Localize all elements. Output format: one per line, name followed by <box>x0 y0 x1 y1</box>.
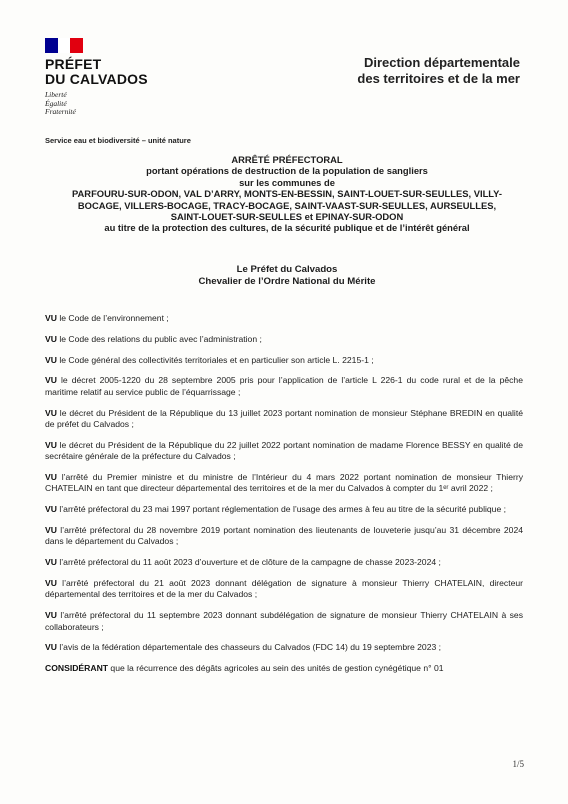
title-line4: PARFOURU-SUR-ODON, VAL D’ARRY, MONTS-EN-BESSIN, SAINT-LOUET-SUR-SEULLES, VILLY- <box>71 188 503 200</box>
item-text: que la récurrence des dégâts agricoles au sein des unités de gestion cynégétique n° 01 <box>108 663 444 674</box>
item-keyword: VU <box>45 375 57 386</box>
item-keyword: VU <box>45 578 57 588</box>
item-text: l’avis de la fédération départementale des chasseurs du Calvados (FDC 14) du 19 septembre 2023 ; <box>56 642 442 653</box>
list-item <box>45 578 526 601</box>
item-text: l’arrêté préfectoral du 21 août 2023 donnant délégation de signature à monsieur Thierry CHATELAIN, directeur départemental des territoires et de la mer du Calvados ; <box>45 578 526 600</box>
item-keyword: VU <box>45 610 57 621</box>
motto-fraternite: Fraternité <box>45 107 76 116</box>
title-line7: au titre de la protection des cultures, de la sécurité publique et de l’intérêt général <box>104 222 470 234</box>
title-line5: BOCAGE, VILLERS-BOCAGE, TRACY-BOCAGE, SAINT-VAAST-SUR-SEULLES, AURSEULLES, <box>77 199 497 211</box>
item-keyword: VU <box>45 472 57 482</box>
motto-egalite: Égalité <box>45 98 67 108</box>
item-text: l’arrêté préfectoral du 11 septembre 2023 donnant subdélégation de signature de monsieur Thierry CHATELAIN à ses collaborateurs ; <box>45 610 526 632</box>
item-text: le Code de l’environnement ; <box>56 313 169 323</box>
authority-line1: Le Préfet du Calvados <box>236 264 338 275</box>
item-text: l’arrêté du Premier ministre et du ministre de l’Intérieur du 4 mars 2022 portant nomination de monsieur Thierry CHATELAIN en tant que directeur départemental des territoires et de la mer du Calvados à compter du 1ᵉʳ avril 2022 ; <box>45 472 526 494</box>
service-label: Service eau et biodiversité – unité nature <box>45 136 191 145</box>
item-keyword: VU <box>45 313 57 323</box>
republic-motto <box>45 91 165 117</box>
considerations-list <box>45 313 526 684</box>
list-item <box>45 439 526 463</box>
item-keyword: VU <box>45 407 57 418</box>
title-line2: portant opérations de destruction de la population de sangliers <box>146 165 428 177</box>
directorate-line1: Direction départementale <box>363 55 520 70</box>
list-item <box>45 525 526 548</box>
title-line1: ARRÊTÉ PRÉFECTORAL <box>231 154 343 165</box>
issuing-directorate <box>357 55 520 87</box>
item-keyword: VU <box>45 525 57 535</box>
item-keyword: VU <box>45 557 57 568</box>
item-keyword: VU <box>45 333 57 344</box>
motto-liberte: Liberté <box>45 90 67 99</box>
prefecture-name <box>45 57 165 87</box>
list-item <box>45 663 523 674</box>
decree-title <box>40 154 534 234</box>
item-text: l’arrêté préfectoral du 23 mai 1997 portant réglementation de l’usage des armes à feu au titre de la sécurité publique ; <box>56 504 507 515</box>
list-item <box>45 610 526 633</box>
list-item <box>45 375 526 398</box>
list-item <box>45 313 523 324</box>
item-text: l’arrêté préfectoral du 11 août 2023 d’ouverture et de clôture de la campagne de chasse 2023-2024 ; <box>56 557 441 568</box>
prefecture-logo <box>45 38 165 117</box>
prefecture-name-line2: DU CALVADOS <box>45 71 148 87</box>
item-text: le Code général des collectivités territoriales et en particulier son article L. 2215-1 ; <box>56 354 374 365</box>
french-flag-icon <box>45 38 83 53</box>
item-keyword: VU <box>45 504 57 515</box>
list-item <box>45 642 523 653</box>
item-keyword: CONSIDÉRANT <box>45 663 109 674</box>
list-item <box>45 504 523 515</box>
list-item <box>45 557 523 568</box>
item-keyword: VU <box>45 439 57 450</box>
item-keyword: VU <box>45 642 57 653</box>
title-line3: sur les communes de <box>239 176 335 188</box>
item-text: l’arrêté préfectoral du 28 novembre 2019 portant nomination des lieutenants de louveterie jusqu’au 31 décembre 2024 dans le département du Calvados ; <box>45 525 526 547</box>
directorate-line2: des territoires et de la mer <box>357 71 520 86</box>
item-text: le décret du Président de la République du 22 juillet 2022 portant nomination de madame Florence BESSY en qualité de secrétaire générale de la préfecture du Calvados ; <box>45 439 526 462</box>
item-keyword: VU <box>45 354 57 365</box>
authority-heading <box>40 264 534 288</box>
authority-line2: Chevalier de l’Ordre National du Mérite <box>198 276 376 287</box>
title-line6: SAINT-LOUET-SUR-SEULLES et EPINAY-SUR-ODON <box>170 211 404 223</box>
item-text: le décret du Président de la République du 13 juillet 2023 portant nomination de monsieur Stéphane BREDIN en qualité de préfet du Calvados ; <box>45 407 526 429</box>
list-item <box>45 472 526 495</box>
list-item <box>45 334 523 345</box>
list-item <box>45 355 523 366</box>
prefecture-name-line1: PRÉFET <box>45 56 102 72</box>
item-text: le Code des relations du public avec l’administration ; <box>56 333 262 344</box>
item-text: le décret 2005-1220 du 28 septembre 2005 pris pour l’application de l’article L 226-1 du code rural et de la pêche maritime relatif au service public de l’équarrissage ; <box>45 375 526 397</box>
page-number: 1/5 <box>512 759 524 769</box>
list-item <box>45 407 526 431</box>
